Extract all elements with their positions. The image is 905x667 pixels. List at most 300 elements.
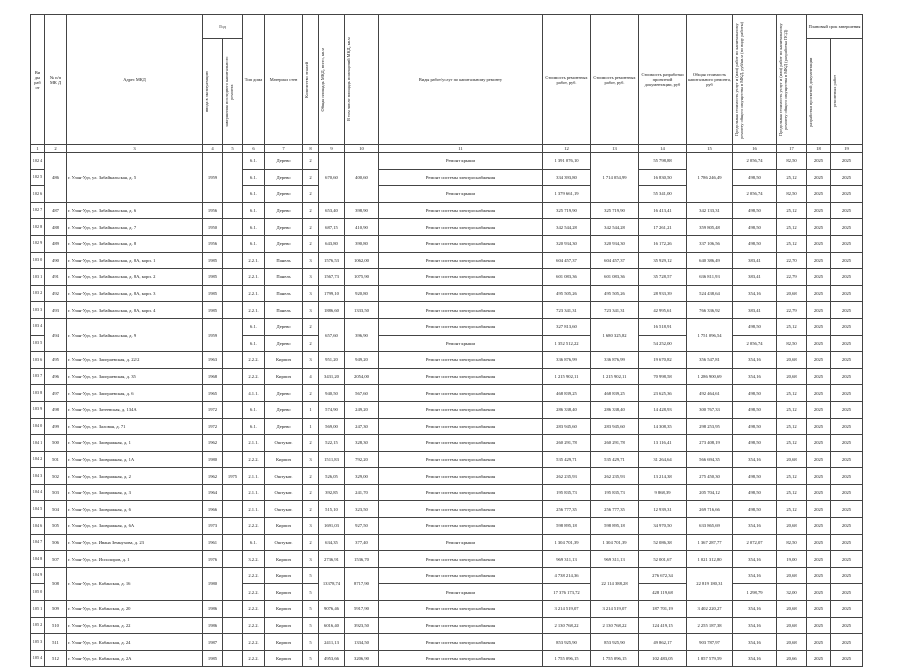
cell-limit-cost: 354,16: [733, 518, 777, 535]
cell-house-number: 502: [45, 468, 67, 485]
cell-limit-cost: 383,41: [733, 269, 777, 286]
cell-plan-design: 2025: [807, 551, 831, 568]
cell-floors: 3: [303, 518, 319, 535]
cell-address: г. Улан-Удэ, ул. Заиграевская, д. 22/2: [67, 352, 203, 369]
cell-plan-works: 2025: [831, 302, 863, 319]
cell-plan-works: 2025: [831, 584, 863, 601]
cell-work-type: Ремонт крыши: [379, 584, 543, 601]
cell-address: г. Улан-Удэ, ул. Ивана Земнухова, д. 23: [67, 534, 203, 551]
cell-floors: 3: [303, 451, 319, 468]
cell-limit-cost-2: 22,79: [777, 302, 807, 319]
cell-wall-material: Оштукат.: [265, 468, 303, 485]
cell-cost-total: 298 253,95: [687, 418, 733, 435]
cell-cost-design: 124 419,15: [639, 617, 687, 634]
cell-year-build: 1950: [203, 219, 223, 236]
cell-area-live: 949,20: [345, 352, 379, 369]
cell-floors: 4: [303, 368, 319, 385]
cell-plan-works: 2025: [831, 202, 863, 219]
cell-limit-cost-2: 82,50: [777, 335, 807, 352]
cell-work-type: Ремонт системы электроснабжения: [379, 368, 543, 385]
cell-plan-design: 2025: [807, 368, 831, 385]
cell-limit-cost-2: 20,68: [777, 285, 807, 302]
cell-limit-cost: 498,50: [733, 401, 777, 418]
cell-year-build: 1962: [203, 435, 223, 452]
cell-cost-repair: 969 311,13: [543, 551, 591, 568]
cell-floors: 2: [303, 335, 319, 352]
cell-work-type: Ремонт системы электроснабжения: [379, 252, 543, 269]
cell-cost-design: 70 998,58: [639, 368, 687, 385]
cell-area-live: 410,90: [345, 219, 379, 236]
cell-plan-works: 2025: [831, 418, 863, 435]
cell-plan-works: 2025: [831, 435, 863, 452]
cell-cost-design: 49 862,17: [639, 634, 687, 651]
column-number: 6: [243, 145, 265, 153]
cell-year-build: 1980: [203, 567, 223, 600]
cell-wall-material: Панель: [265, 269, 303, 286]
cell-work-type: Ремонт системы электроснабжения: [379, 202, 543, 219]
cell-cost-total: 205 704,12: [687, 484, 733, 501]
cell-house-number: 500: [45, 435, 67, 452]
cell-limit-cost: 354,16: [733, 601, 777, 618]
cell-plan-works: 2025: [831, 186, 863, 203]
cell-cost-design: 42 995,61: [639, 302, 687, 319]
cell-limit-cost-2: 25,12: [777, 202, 807, 219]
cell-house-number: 503: [45, 484, 67, 501]
cell-plan-works: 2025: [831, 551, 863, 568]
cell-plan-works: 2025: [831, 169, 863, 186]
column-number: 12: [543, 145, 591, 153]
cell-cost-total: 2 255 187,38: [687, 617, 733, 634]
cell-limit-cost: 498,50: [733, 235, 777, 252]
header-plan: Плановый срок завершения: [807, 15, 863, 39]
cell-cost-repair: 853 925,90: [543, 634, 591, 651]
cell-cost-design: 16 172,26: [639, 235, 687, 252]
cell-wall-material: Дерево: [265, 153, 303, 170]
cell-floors: 3: [303, 252, 319, 269]
cell-cost-total: 1 857 579,59: [687, 650, 733, 667]
cell-area-total: 1576,53: [319, 252, 345, 269]
cell-year-repair: [223, 418, 243, 435]
cell-limit-cost-2: 20,68: [777, 601, 807, 618]
cell-address: г. Улан-Удэ, ул. Заовражная, д. 3: [67, 484, 203, 501]
cell-house-number: 494: [45, 318, 67, 351]
cell-floors: 2: [303, 235, 319, 252]
cell-cost-total: 566 694,35: [687, 451, 733, 468]
cell-year-repair: [223, 484, 243, 501]
cell-area-live: 1536,70: [345, 551, 379, 568]
cell-cost-repair-2: 260 291,78: [591, 435, 639, 452]
table-body: [31, 153, 863, 667]
cell-vid: 103 0: [31, 252, 45, 269]
cell-floors: 3: [303, 352, 319, 369]
cell-floors: 2: [303, 186, 319, 203]
cell-area-live: 247,30: [345, 418, 379, 435]
cell-wall-material: Кирпич: [265, 601, 303, 618]
cell-house-type: 6.1.: [243, 401, 265, 418]
cell-cost-repair: 334 393,80: [543, 169, 591, 186]
cell-vid: 102 6: [31, 186, 45, 203]
cell-address: г. Улан-Удэ, ул. Затеевская, д. 134А: [67, 401, 203, 418]
cell-limit-cost: 354,16: [733, 352, 777, 369]
cell-cost-repair-2: 342 544,28: [591, 219, 639, 236]
cell-area-total: 634,35: [319, 534, 345, 551]
cell-area-total: 2411,13: [319, 634, 345, 651]
column-number: 7: [265, 145, 303, 153]
cell-house-number: 495: [45, 352, 67, 369]
cell-plan-works: 2025: [831, 235, 863, 252]
cell-area-live: 2054,00: [345, 368, 379, 385]
table-row: [31, 435, 863, 452]
table-row: [31, 451, 863, 468]
header-npp: № п/п МК Д: [45, 15, 67, 145]
cell-address: г. Улан-Удэ, ул. Забайкальская, д. 8А, корп. 4: [67, 302, 203, 319]
cell-plan-design: 2025: [807, 501, 831, 518]
cell-limit-cost-2: 20,68: [777, 567, 807, 584]
cell-address: г. Улан-Удэ, ул. Забайкальская, д. 8А, корп. 3: [67, 285, 203, 302]
cell-cost-total: 1 367 287,77: [687, 534, 733, 551]
cell-year-repair: [223, 501, 243, 518]
table-row: [31, 219, 863, 236]
cell-house-type: 6.1.: [243, 418, 265, 435]
cell-cost-repair-2: 495 505,26: [591, 285, 639, 302]
cell-cost-repair: 535 429,71: [543, 451, 591, 468]
cell-floors: 5: [303, 584, 319, 601]
cell-limit-cost: 498,50: [733, 501, 777, 518]
cell-area-live: 792,20: [345, 451, 379, 468]
cell-year-build: 1973: [203, 518, 223, 535]
header-year: Год: [203, 15, 243, 39]
cell-house-type: 4.1.1.: [243, 385, 265, 402]
cell-floors: 3: [303, 302, 319, 319]
cell-year-build: 1985: [203, 269, 223, 286]
cell-plan-design: 2025: [807, 484, 831, 501]
cell-area-total: 1567,73: [319, 269, 345, 286]
cell-area-live: 328,30: [345, 435, 379, 452]
cell-year-build: 1985: [203, 285, 223, 302]
cell-area-total: 643,80: [319, 235, 345, 252]
cell-house-number: 493: [45, 302, 67, 319]
cell-cost-total: 524 438,64: [687, 285, 733, 302]
column-number: 3: [67, 145, 203, 153]
column-number: 5: [223, 145, 243, 153]
cell-cost-repair: 336 876,99: [543, 352, 591, 369]
cell-house-type: 2.2.2.: [243, 601, 265, 618]
table-row: [31, 601, 863, 618]
cell-area-live: 927,50: [345, 518, 379, 535]
cell-plan-works: 2025: [831, 650, 863, 667]
cell-house-type: 6.1.: [243, 202, 265, 219]
cell-address: г. Улан-Удэ, ул. Заиграевская, д. 35: [67, 368, 203, 385]
cell-limit-cost-2: 82,50: [777, 186, 807, 203]
cell-address: г. Улан-Удэ, ул. Забайкальская, д. 5: [67, 153, 203, 203]
cell-house-type: 2.1.1.: [243, 435, 265, 452]
cell-limit-cost-2: 20,68: [777, 634, 807, 651]
cell-vid: 104 7: [31, 534, 45, 551]
cell-area-total: 13378,74: [319, 567, 345, 600]
cell-cost-repair: 262 235,93: [543, 468, 591, 485]
cell-cost-design: 23 625,36: [639, 385, 687, 402]
cell-limit-cost: 498,50: [733, 468, 777, 485]
cell-area-total: 1799,10: [319, 285, 345, 302]
cell-vid: 103 1: [31, 269, 45, 286]
cell-year-repair: [223, 352, 243, 369]
cell-area-total: 670,60: [319, 153, 345, 203]
cell-cost-repair-2: 3 214 519,07: [591, 601, 639, 618]
cell-wall-material: Кирпич: [265, 352, 303, 369]
cell-limit-cost: 354,16: [733, 650, 777, 667]
cell-cost-design: 428 119,68: [639, 584, 687, 601]
cell-house-type: 6.1.: [243, 235, 265, 252]
cell-area-total: 653,40: [319, 202, 345, 219]
cell-cost-repair-2: 336 876,99: [591, 352, 639, 369]
cell-year-repair: [223, 650, 243, 667]
cell-cost-repair: 723 341,31: [543, 302, 591, 319]
table-row: [31, 468, 863, 485]
cell-cost-design: 19 670,82: [639, 352, 687, 369]
cell-plan-works: 2025: [831, 634, 863, 651]
cell-vid: 105 2: [31, 617, 45, 634]
cell-year-build: 1959: [203, 318, 223, 351]
cell-cost-repair: 601 083,36: [543, 269, 591, 286]
cell-wall-material: Оштукат.: [265, 534, 303, 551]
cell-area-live: 1333,50: [345, 302, 379, 319]
cell-cost-total: 492 464,61: [687, 385, 733, 402]
cell-work-type: Ремонт крыши: [379, 534, 543, 551]
cell-work-type: Ремонт системы электроснабжения: [379, 551, 543, 568]
cell-limit-cost-2: 25,12: [777, 235, 807, 252]
table-row: [31, 634, 863, 651]
cell-cost-repair: 286 338,40: [543, 401, 591, 418]
cell-house-number: 510: [45, 617, 67, 634]
cell-house-number: 504: [45, 501, 67, 518]
cell-limit-cost-2: 25,12: [777, 169, 807, 186]
cell-cost-total: 1 751 096,54: [687, 318, 733, 351]
column-number: 9: [319, 145, 345, 153]
cell-plan-works: 2025: [831, 501, 863, 518]
table-row: [31, 617, 863, 634]
cell-plan-works: 2025: [831, 153, 863, 170]
cell-area-total: 657,60: [319, 318, 345, 351]
cell-address: г. Улан-Удэ, ул. Заовражная, д. 1: [67, 435, 203, 452]
cell-wall-material: Дерево: [265, 318, 303, 335]
cell-work-type: Ремонт системы электроснабжения: [379, 401, 543, 418]
cell-area-total: 522,15: [319, 435, 345, 452]
cell-area-total: 1511,83: [319, 451, 345, 468]
cell-plan-works: 2025: [831, 285, 863, 302]
cell-area-live: 1334,50: [345, 634, 379, 651]
cell-house-number: 508: [45, 567, 67, 600]
cell-vid: 103 7: [31, 368, 45, 385]
cell-cost-repair: 598 895,18: [543, 518, 591, 535]
cell-vid: 104 9: [31, 567, 45, 584]
cell-year-build: 1985: [203, 252, 223, 269]
cell-limit-cost-2: 25,12: [777, 484, 807, 501]
cell-plan-design: 2025: [807, 451, 831, 468]
cell-area-total: 1691,03: [319, 518, 345, 535]
cell-plan-works: 2025: [831, 385, 863, 402]
cell-area-live: 249,20: [345, 401, 379, 418]
cell-cost-repair-2: 1 755 096,15: [591, 650, 639, 667]
cell-house-number: 491: [45, 269, 67, 286]
cell-plan-design: 2025: [807, 252, 831, 269]
cell-cost-design: 16 413,41: [639, 202, 687, 219]
cell-floors: 5: [303, 567, 319, 584]
header-limit-cost-2: Предельная стоимость услуг и (или) работ по капитальному ремонту общего имущества в МКД (разработка ПСД): [777, 15, 807, 145]
cell-cost-total: 22 819 180,31: [687, 567, 733, 600]
cell-plan-design: 2025: [807, 169, 831, 186]
cell-year-repair: [223, 285, 243, 302]
cell-house-type: 3.2.2.: [243, 551, 265, 568]
table-row: [31, 368, 863, 385]
cell-wall-material: Кирпич: [265, 368, 303, 385]
cell-work-type: Ремонт системы электроснабжения: [379, 269, 543, 286]
header-area-live: В том числе площадь помещений МКД, кв.м: [345, 15, 379, 145]
cell-cost-design: 55 341,00: [639, 186, 687, 203]
cell-cost-repair-2: 195 835,73: [591, 484, 639, 501]
cell-area-live: 1062,00: [345, 252, 379, 269]
cell-plan-design: 2025: [807, 650, 831, 667]
cell-floors: 5: [303, 601, 319, 618]
cell-floors: 2: [303, 435, 319, 452]
cell-year-repair: [223, 235, 243, 252]
cell-vid: 104 5: [31, 501, 45, 518]
cell-house-number: 509: [45, 601, 67, 618]
cell-cost-repair: 3 214 519,07: [543, 601, 591, 618]
cell-work-type: Ремонт системы электроснабжения: [379, 617, 543, 634]
cell-year-repair: [223, 318, 243, 351]
cell-plan-design: 2025: [807, 385, 831, 402]
cell-limit-cost: 2 056,74: [733, 186, 777, 203]
cell-house-type: 6.1.: [243, 219, 265, 236]
cell-plan-design: 2025: [807, 269, 831, 286]
cell-cost-design: 35 929,12: [639, 252, 687, 269]
table-row: [31, 534, 863, 551]
cell-vid: 103 6: [31, 352, 45, 369]
cell-work-type: Ремонт системы электроснабжения: [379, 468, 543, 485]
header-cost-repair: Стоимость ремонтных работ, руб.: [543, 15, 591, 145]
cell-cost-design: 31 264,64: [639, 451, 687, 468]
cell-house-number: 489: [45, 235, 67, 252]
cell-wall-material: Дерево: [265, 169, 303, 186]
cell-limit-cost-2: 25,12: [777, 501, 807, 518]
cell-cost-total: 640 386,49: [687, 252, 733, 269]
cell-wall-material: Кирпич: [265, 518, 303, 535]
cell-cost-design: 52 001,67: [639, 551, 687, 568]
cell-wall-material: Кирпич: [265, 650, 303, 667]
cell-cost-repair-2: 535 429,71: [591, 451, 639, 468]
header-address: Адрес МКД: [67, 15, 203, 145]
cell-year-build: 1968: [203, 368, 223, 385]
cell-cost-design: 13 214,38: [639, 468, 687, 485]
cell-plan-works: 2025: [831, 567, 863, 584]
cell-area-total: 687,15: [319, 219, 345, 236]
cell-cost-repair: 4 738 214,36: [543, 567, 591, 584]
cell-year-repair: [223, 401, 243, 418]
cell-year-build: 1987: [203, 634, 223, 651]
cell-cost-repair-2: 723 341,31: [591, 302, 639, 319]
cell-limit-cost-2: 20,68: [777, 451, 807, 468]
cell-plan-design: 2025: [807, 235, 831, 252]
cell-house-number: 498: [45, 401, 67, 418]
cell-cost-repair-2: 22 114 388,28: [591, 567, 639, 600]
cell-cost-design: 276 672,34: [639, 567, 687, 584]
cell-vid: 104 6: [31, 518, 45, 535]
cell-area-total: 569,00: [319, 418, 345, 435]
cell-house-type: 2.2.1.: [243, 302, 265, 319]
cell-cost-repair: 320 934,30: [543, 235, 591, 252]
cell-address: г. Улан-Удэ, ул. Кабанская, д. 20: [67, 601, 203, 618]
cell-limit-cost: 498,50: [733, 318, 777, 335]
header-vid: Ви ды раб от: [31, 15, 45, 145]
cell-floors: 2: [303, 219, 319, 236]
cell-cost-repair-2: 262 235,93: [591, 468, 639, 485]
cell-house-type: 2.2.2.: [243, 634, 265, 651]
cell-wall-material: Оштукат.: [265, 435, 303, 452]
cell-address: г. Улан-Удэ, ул. Заовражная, д. 6А: [67, 518, 203, 535]
cell-address: г. Улан-Удэ, ул. Забайкальская, д. 9: [67, 318, 203, 351]
table-row: [31, 518, 863, 535]
cell-wall-material: Панель: [265, 302, 303, 319]
cell-house-number: 487: [45, 202, 67, 219]
cell-limit-cost-2: 25,12: [777, 418, 807, 435]
cell-limit-cost: 354,16: [733, 451, 777, 468]
table-row: [31, 551, 863, 568]
cell-plan-works: 2025: [831, 269, 863, 286]
cell-cost-repair: 342 544,28: [543, 219, 591, 236]
cell-cost-repair: 256 777,35: [543, 501, 591, 518]
cell-plan-design: 2025: [807, 468, 831, 485]
cell-house-number: 497: [45, 385, 67, 402]
cell-vid: 102 4: [31, 153, 45, 170]
cell-house-type: 6.1.: [243, 186, 265, 203]
cell-year-repair: [223, 202, 243, 219]
cell-house-number: 496: [45, 368, 67, 385]
cell-area-total: 574,90: [319, 401, 345, 418]
cell-cost-total: 636 811,93: [687, 269, 733, 286]
cell-plan-design: 2025: [807, 153, 831, 170]
cell-wall-material: Дерево: [265, 219, 303, 236]
cell-area-total: 3431,20: [319, 368, 345, 385]
cell-cost-repair: 2 130 768,22: [543, 617, 591, 634]
column-number: 10: [345, 145, 379, 153]
cell-cost-design: 34 970,50: [639, 518, 687, 535]
cell-wall-material: Кирпич: [265, 567, 303, 584]
cell-year-build: 1986: [203, 617, 223, 634]
cell-cost-total: 766 336,92: [687, 302, 733, 319]
cell-plan-works: 2025: [831, 219, 863, 236]
table-row: [31, 252, 863, 269]
cell-address: г. Улан-Удэ, ул. Забайкальская, д. 8А, корп. 1: [67, 252, 203, 269]
table-row: [31, 318, 863, 335]
cell-area-live: 329,00: [345, 468, 379, 485]
cell-plan-works: 2025: [831, 401, 863, 418]
cell-cost-total: 342 133,31: [687, 202, 733, 219]
cell-limit-cost-2: 25,12: [777, 468, 807, 485]
cell-house-number: 505: [45, 518, 67, 535]
cell-cost-design: 16 518,91: [639, 318, 687, 335]
cell-house-type: 2.2.2.: [243, 368, 265, 385]
table-row: [31, 650, 863, 667]
cell-year-repair: [223, 567, 243, 600]
cell-address: г. Улан-Удэ, ул. Заовражная, д. 6: [67, 501, 203, 518]
cell-year-build: 1972: [203, 401, 223, 418]
cell-plan-design: 2025: [807, 518, 831, 535]
cell-plan-works: 2025: [831, 451, 863, 468]
cell-limit-cost-2: 22,70: [777, 252, 807, 269]
cell-year-repair: [223, 385, 243, 402]
cell-house-type: 2.2.2.: [243, 617, 265, 634]
cell-address: г. Улан-Удэ, ул. Забайкальская, д. 8: [67, 235, 203, 252]
